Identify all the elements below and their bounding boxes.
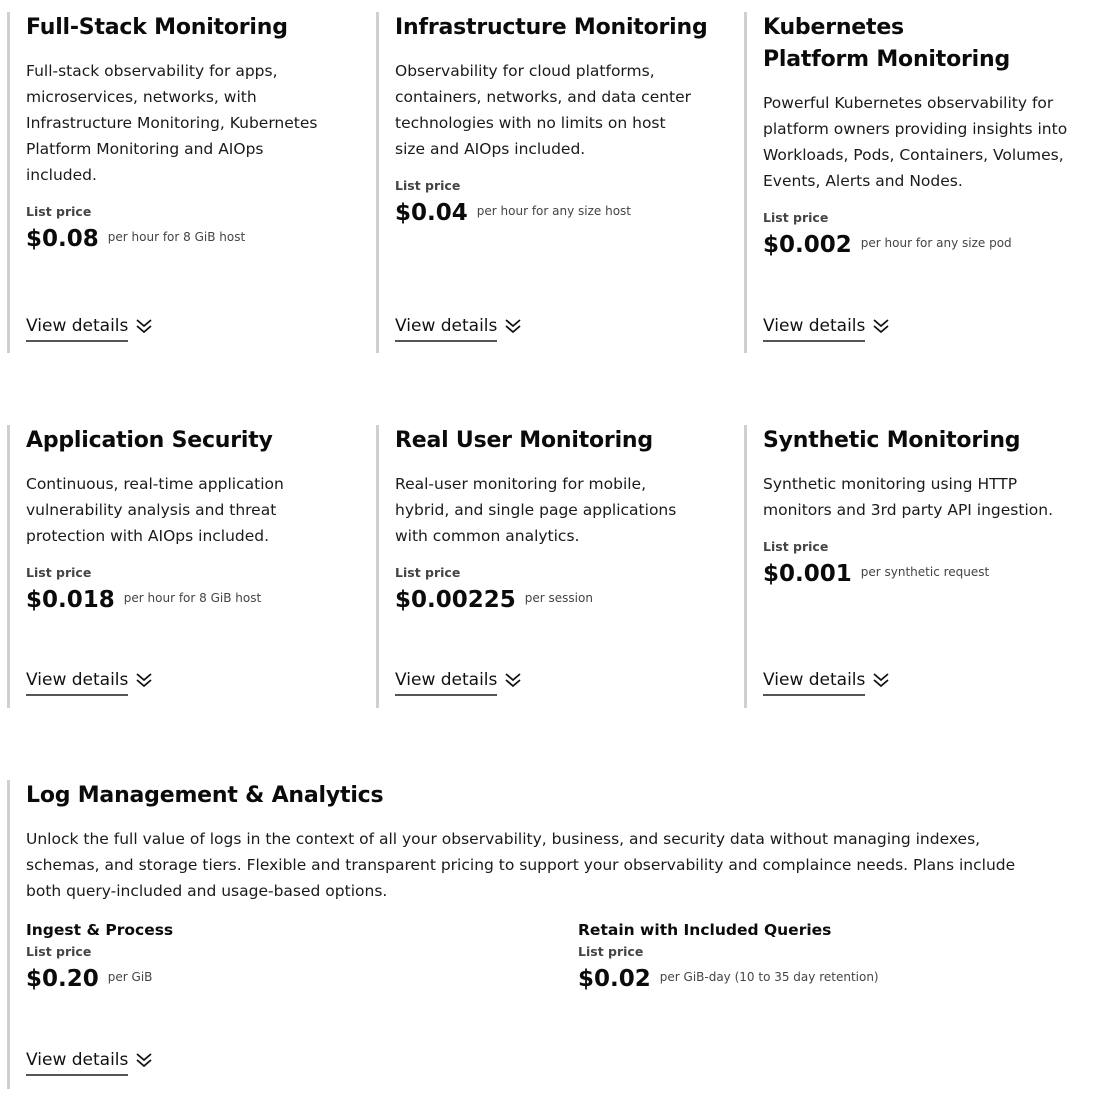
retain-title: Retain with Included Queries [578,921,832,939]
double-chevron-down-icon [134,317,154,335]
view-details-button[interactable] [763,668,891,696]
view-details-button[interactable] [395,314,523,342]
price-unit: per hour for 8 GiB host [123,591,262,605]
retain-column [578,920,879,994]
price-label: List price [395,178,461,193]
card-title [763,12,1089,76]
view-details-label: View details [395,314,497,342]
price-row [26,224,352,254]
card-title: Real User Monitoring [395,428,653,453]
view-details-button[interactable] [26,1048,154,1076]
price-amount: $0.001 [763,561,852,587]
price-row [763,559,1089,589]
card-application-security [7,425,352,708]
price-unit: per hour for any size pod [860,236,1012,250]
price-row [763,230,1089,260]
price-amount: $0.08 [26,226,99,252]
card-description: Observability for cloud platforms, containers, networks, and data center technologies with no limits on host size and AIOps included. [395,62,692,158]
view-details-label: View details [763,314,865,342]
price-unit: per GiB-day (10 to 35 day retention) [659,970,879,984]
view-details-button[interactable] [763,314,891,342]
view-details-label: View details [26,1048,128,1076]
view-details-label: View details [26,314,128,342]
price-amount: $0.018 [26,587,115,613]
card-kubernetes-platform-monitoring [744,12,1089,353]
card-title-line1: Kubernetes [763,15,904,40]
card-description: Real-user monitoring for mobile, hybrid, and single page applications with common analytics. [395,475,677,545]
price-unit: per GiB [107,970,153,984]
double-chevron-down-icon [871,671,891,689]
price-amount: $0.02 [578,966,651,992]
card-real-user-monitoring [376,425,721,708]
ingest-process-title: Ingest & Process [26,921,174,939]
card-log-management [7,780,1097,1089]
double-chevron-down-icon [871,317,891,335]
card-infrastructure-monitoring [376,12,721,353]
log-pricing-columns [26,920,1097,1010]
price-label: List price [395,565,461,580]
price-unit: per synthetic request [860,565,990,579]
price-amount: $0.20 [26,966,99,992]
price-row [26,585,352,615]
price-label: List price [26,944,92,959]
double-chevron-down-icon [503,317,523,335]
price-row [578,964,879,994]
card-description: Synthetic monitoring using HTTP monitors and 3rd party API ingestion. [763,475,1053,519]
view-details-label: View details [395,668,497,696]
price-row [395,585,721,615]
card-synthetic-monitoring [744,425,1089,708]
view-details-button[interactable] [26,314,154,342]
price-label: List price [763,539,829,554]
card-description: Continuous, real-time application vulnerability analysis and threat protection with AIOps included. [26,475,284,545]
card-title: Synthetic Monitoring [763,428,1021,453]
card-full-stack-monitoring [7,12,352,353]
view-details-button[interactable] [26,668,154,696]
double-chevron-down-icon [134,671,154,689]
card-title: Log Management & Analytics [26,783,384,808]
view-details-button[interactable] [395,668,523,696]
view-details-label: View details [763,668,865,696]
price-amount: $0.04 [395,200,468,226]
price-amount: $0.002 [763,232,852,258]
card-title: Infrastructure Monitoring [395,15,708,40]
double-chevron-down-icon [134,1051,154,1069]
price-label: List price [763,210,829,225]
ingest-process-column [26,920,173,994]
card-description: Unlock the full value of logs in the context of all your observability, business, and security data without managing indexes, schemas, and storage tiers. Flexible and transparent pricing to support your observability and complaince needs. Plans include both query-included and usage-based options. [26,830,1016,900]
price-label: List price [26,204,92,219]
card-title: Full-Stack Monitoring [26,15,288,40]
price-label: List price [578,944,644,959]
price-label: List price [26,565,92,580]
price-row [26,964,173,994]
card-title-line2: Platform Monitoring [763,47,1010,72]
card-description: Powerful Kubernetes observability for platform owners providing insights into Workloads, Pods, Containers, Volumes, Events, Alerts and Nodes. [763,94,1068,190]
price-unit: per session [524,591,593,605]
card-title: Application Security [26,428,273,453]
double-chevron-down-icon [503,671,523,689]
view-details-label: View details [26,668,128,696]
price-amount: $0.00225 [395,587,516,613]
price-row [395,198,721,228]
price-unit: per hour for 8 GiB host [107,230,246,244]
price-unit: per hour for any size host [476,204,631,218]
card-description: Full-stack observability for apps, microservices, networks, with Infrastructure Monitoring, Kubernetes Platform Monitoring and AIOps included. [26,62,318,184]
